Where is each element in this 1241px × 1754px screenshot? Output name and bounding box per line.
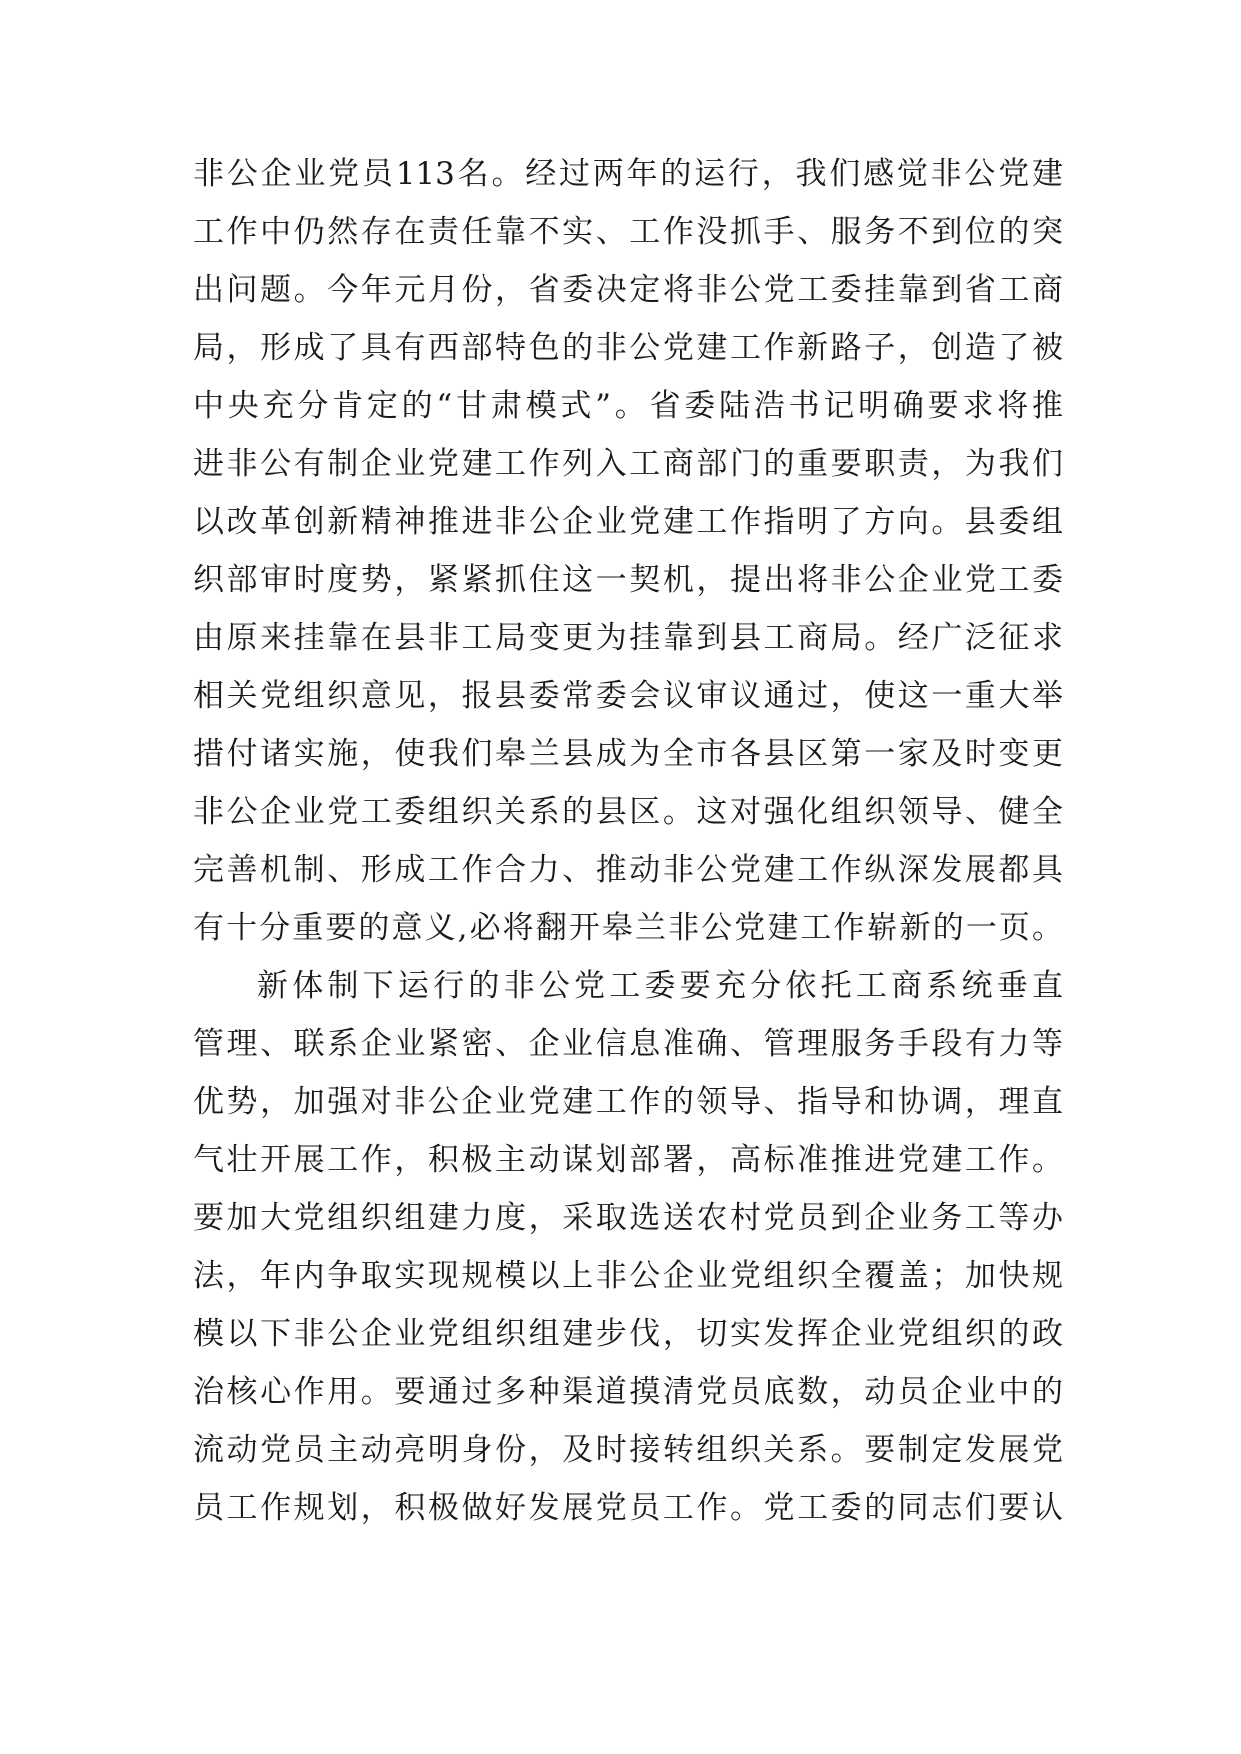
text-line: 相关党组织意见，报县委常委会议审议通过，使这一重大举 — [193, 678, 1063, 714]
text-line: 非公企业党员113名。经过两年的运行，我们感觉非公党建 — [193, 156, 1063, 192]
text-line: 法，年内争取实现规模以上非公企业党组织全覆盖；加快规 — [193, 1258, 1063, 1294]
text-line: 织部审时度势，紧紧抓住这一契机，提出将非公企业党工委 — [193, 562, 1063, 598]
text-line: 有十分重要的意义,必将翻开皋兰非公党建工作崭新的一页。 — [193, 910, 1063, 946]
text-line: 治核心作用。要通过多种渠道摸清党员底数，动员企业中的 — [193, 1374, 1063, 1410]
text-line: 管理、联系企业紧密、企业信息准确、管理服务手段有力等 — [193, 1026, 1063, 1062]
text-line: 要加大党组织组建力度，采取选送农村党员到企业务工等办 — [193, 1200, 1063, 1236]
text-line: 工作中仍然存在责任靠不实、工作没抓手、服务不到位的突 — [193, 214, 1063, 250]
text-line: 气壮开展工作，积极主动谋划部署，高标准推进党建工作。 — [193, 1142, 1063, 1178]
text-line: 出问题。今年元月份，省委决定将非公党工委挂靠到省工商 — [193, 272, 1063, 308]
text-line: 新体制下运行的非公党工委要充分依托工商系统垂直 — [257, 968, 1063, 1004]
text-line: 流动党员主动亮明身份，及时接转组织关系。要制定发展党 — [193, 1432, 1063, 1468]
text-line: 完善机制、形成工作合力、推动非公党建工作纵深发展都具 — [193, 852, 1063, 888]
text-line: 由原来挂靠在县非工局变更为挂靠到县工商局。经广泛征求 — [193, 620, 1063, 656]
text-line: 非公企业党工委组织关系的县区。这对强化组织领导、健全 — [193, 794, 1063, 830]
text-line: 局，形成了具有西部特色的非公党建工作新路子，创造了被 — [193, 330, 1063, 366]
text-line: 模以下非公企业党组织组建步伐，切实发挥企业党组织的政 — [193, 1316, 1063, 1352]
text-line: 措付诸实施，使我们皋兰县成为全市各县区第一家及时变更 — [193, 736, 1063, 772]
text-line: 以改革创新精神推进非公企业党建工作指明了方向。县委组 — [193, 504, 1063, 540]
text-line: 员工作规划，积极做好发展党员工作。党工委的同志们要认 — [193, 1490, 1063, 1526]
text-line: 进非公有制企业党建工作列入工商部门的重要职责，为我们 — [193, 446, 1063, 482]
text-line: 中央充分肯定的“甘肃模式”。省委陆浩书记明确要求将推 — [193, 388, 1063, 424]
text-line: 优势，加强对非公企业党建工作的领导、指导和协调，理直 — [193, 1084, 1063, 1120]
